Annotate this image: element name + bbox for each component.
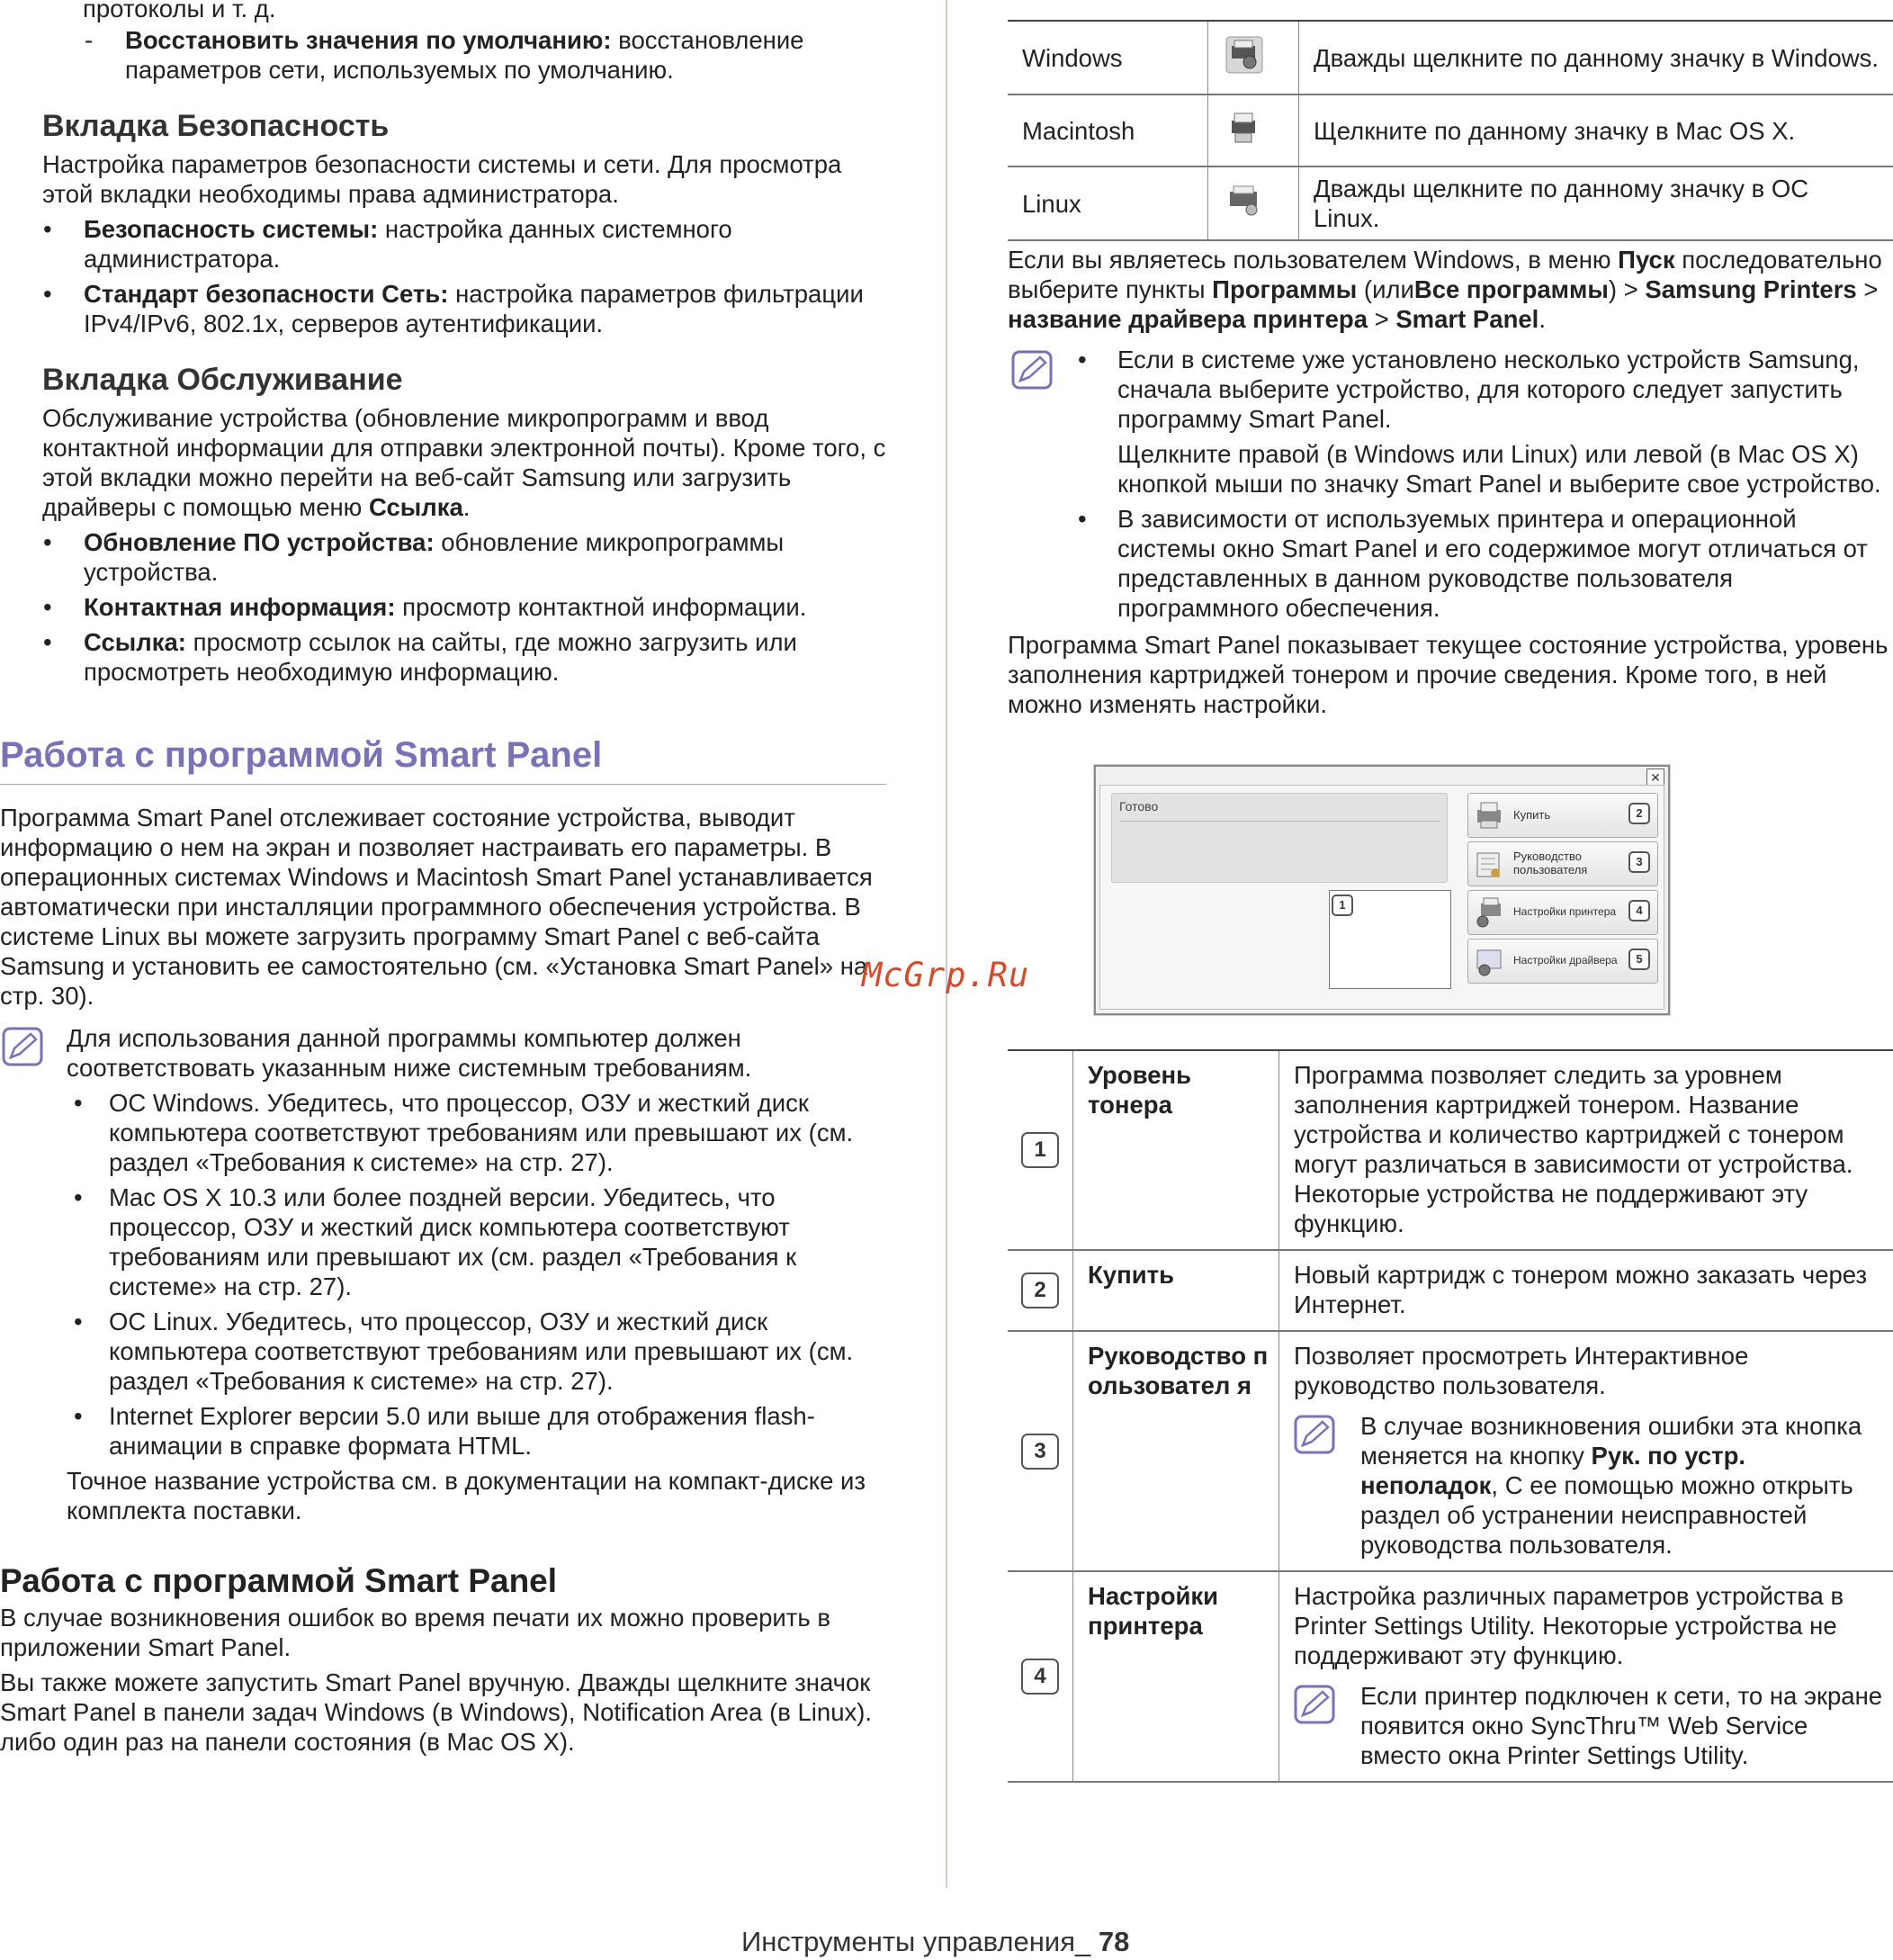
os-instruction: Дважды щелкните по данному значку в Windows. [1299,21,1893,94]
bullet: • [74,1183,83,1211]
os-row-mac [1008,94,1893,166]
note-multiple-devices [1008,345,1893,499]
start-menu-b6: Smart Panel [1395,305,1539,333]
user-guide-label-line2: пользователя [1513,863,1588,877]
feature-table [1008,1049,1893,1783]
service-item-contact [0,592,886,622]
bullet: • [43,215,52,243]
req-windows [67,1088,886,1177]
guide-note-bold: Рук. по устр. неполадок [1360,1442,1746,1499]
requirements-intro: Для использования данной программы компьютер должен соответствовать указанным ниже системным требованиям. [67,1024,752,1082]
smart-panel2-p1: В случае возникновения ошибок во время печати их можно проверить в приложении Smart Panel. [0,1604,830,1661]
feature-row-toner [1008,1050,1893,1250]
start-menu-b3: Все программы [1413,275,1609,303]
req-mac [67,1182,886,1301]
page-footer [741,1927,1129,1956]
printer-settings-button[interactable] [1467,890,1658,935]
service-tab-heading: Вкладка Обслуживание [42,363,403,397]
security-item-system-text: настройка данных системного администратора. [84,215,732,273]
service-intro-bold: Ссылка [368,493,463,521]
left-column [0,0,886,1757]
page-number: 78 [1098,1926,1130,1957]
feature-number-cell [1008,1331,1073,1571]
bullet: • [1078,346,1087,373]
start-menu-b1: Пуск [1618,246,1675,274]
buy-button-label: Купить [1513,808,1551,822]
toner-level-area [1329,890,1451,989]
column-divider [946,0,947,1888]
service-item-link-bold: Ссылка: [84,628,186,656]
service-item-firmware [0,527,886,587]
printer-settings-note-text: Если принтер подключен к сети, то на экране появится окно SyncThru™ Web Service вместо окна Printer Settings Utility. [1360,1682,1883,1769]
os-name: Linux [1008,166,1208,240]
toner-callout-number: 1 [1332,895,1353,916]
smart-panel-window [1094,765,1670,1015]
os-icon-cell [1208,166,1299,240]
security-item-network [0,279,886,338]
printer-icon [1474,799,1504,832]
footer-text: Инструменты управления_ [741,1926,1091,1957]
os-name: Macintosh [1008,94,1208,166]
feature-number-cell [1008,1250,1073,1331]
feature-description: Программа позволяет следить за уровнем заполнения картриджей тонером. Название устройства и количество картриджей с тонером могут различаться в зависимости от устройства. Некоторые устройства не поддерживают эту функцию. [1279,1050,1893,1250]
guide-note-text-end: , С ее помощью можно открыть раздел об устранении неисправностей руководства пользователя. [1360,1471,1853,1559]
feature-number-cell [1008,1571,1073,1782]
status-separator [1119,821,1440,822]
start-menu-b5: название драйвера принтера [1008,305,1368,333]
start-menu-b4: Samsung Printers [1645,275,1857,303]
req-linux-text: ОС Linux. Убедитесь, что процессор, ОЗУ и жесткий диск компьютера соответствуют требованиям или превышают их (см. раздел «Требования к системе» на стр. 27). [109,1308,854,1395]
feature-description: Позволяет просмотреть Интерактивное руководство пользователя. [1294,1342,1749,1399]
printer-status-icon [1223,181,1266,220]
req-windows-text: ОС Windows. Убедитесь, что процессор, ОЗУ и жесткий диск компьютера соответствуют требованиям или превышают их (см. раздел «Требования к системе» на стр. 27). [109,1089,854,1176]
service-item-contact-text: просмотр контактной информации. [402,593,807,621]
start-menu-sep: > [1863,275,1879,303]
restore-defaults-item [42,25,886,85]
status-text: Готово [1119,799,1159,814]
driver-settings-button-label: Настройки драйвера [1513,954,1618,967]
os-icon-cell [1208,94,1299,166]
bullet: • [1078,505,1087,533]
printer-settings-callout-number: 4 [1628,900,1650,922]
security-tab-heading: Вкладка Безопасность [42,109,390,143]
service-item-contact-bold: Контактная информация: [84,593,396,621]
start-menu-t2: последовательно выберите пункты [1008,246,1882,303]
req-ie-text: Internet Explorer версии 5.0 или выше для отображения flash-анимации в справке формата HTML. [109,1402,815,1460]
driver-settings-callout-number: 5 [1628,949,1650,970]
feature-description-cell [1279,1331,1893,1571]
book-icon [1474,848,1504,880]
start-menu-sep: > [1623,275,1638,303]
smart-panel-body [1099,785,1664,1010]
service-item-link-text: просмотр ссылок на сайты, где можно загрузить или просмотреть необходимую информацию. [84,628,797,686]
status-paragraph: Программа Smart Panel показывает текущее состояние устройства, уровень заполнения картриджей тонером и прочие сведения. Кроме того, в ней можно изменять настройки. [1008,631,1889,718]
user-guide-label-line1: Руководство [1513,850,1582,863]
service-intro-end: . [462,493,471,521]
os-name: Windows [1008,21,1208,94]
note-window-differs-text: В зависимости от используемых принтера и операционной системы окно Smart Panel и его содержимое могут отличаться от представленных в данном руководстве пользователя программного обеспечения. [1117,505,1868,622]
feature-name: Купить [1073,1250,1279,1331]
printer-status-icon [1223,108,1266,148]
status-area [1111,793,1448,883]
service-intro [42,403,886,522]
smart-panel-notes [1008,345,1893,623]
printer-gear-icon [1474,896,1504,929]
note-pencil-icon [2,1027,43,1066]
service-item-firmware-text: обновление микропрограммы устройства. [84,528,785,586]
security-item-system [0,214,886,274]
smart-panel-heading: Работа с программой Smart Panel [0,733,886,785]
note-window-differs [1008,504,1893,623]
note-pencil-icon [1294,1685,1335,1724]
start-menu-end: . [1539,305,1546,333]
bullet: • [43,593,52,621]
restore-defaults-text: восстановление параметров сети, используемых по умолчанию. [125,26,804,84]
note-pencil-icon [1294,1415,1335,1454]
feature-name: Руководство пользовател я [1073,1331,1279,1571]
os-instruction: Дважды щелкните по данному значку в ОС Linux. [1299,166,1893,240]
feature-number: 4 [1021,1659,1059,1695]
feature-row-guide [1008,1331,1893,1571]
smart-panel-intro: Программа Smart Panel отслеживает состояние устройства, выводит информацию о нем на экран и позволяет настраивать его параметры. В операционных системах Windows и Macintosh Smart Panel устанавливается автоматически при инсталляции программного обеспечения устройства. В системе Linux вы можете загрузить программу Smart Panel с веб-сайта Samsung и установить ее самостоятельно (см. «Установка Smart Panel» на стр. 30). [0,804,873,1010]
top-line: протоколы и т. д. [83,0,276,22]
feature-number-cell [1008,1050,1073,1250]
note-multiple-devices-text: Если в системе уже установлено несколько устройств Samsung, сначала выберите устройство, для которого следует запустить программу Smart Panel. [1117,346,1860,433]
right-column [1008,0,1893,719]
service-item-firmware-bold: Обновление ПО устройства: [84,528,435,556]
feature-name: Уровень тонера [1073,1050,1279,1250]
service-intro-text: Обслуживание устройства (обновление микропрограмм и ввод контактной информации для отправки электронной почты). Кроме того, с этой вкладки можно перейти на веб-сайт Samsung или загрузить драйверы с помощью меню [42,404,886,521]
watermark: McGrp.Ru [862,956,1030,994]
close-icon[interactable]: ✕ [1646,769,1664,787]
user-guide-callout-number: 3 [1628,851,1650,873]
os-row-windows [1008,21,1893,94]
requirements-note [0,1023,886,1525]
start-menu-t1: Если вы являетесь пользователем Windows, в меню [1008,246,1611,274]
feature-row-buy [1008,1250,1893,1331]
requirements-outro: Точное название устройства см. в документации на компакт-диске из комплекта поставки. [67,1467,866,1524]
feature-description-cell [1279,1571,1893,1782]
printer-settings-note [1294,1681,1885,1770]
feature-row-printer-settings [1008,1571,1893,1782]
feature-description: Новый картридж с тонером можно заказать через Интернет. [1279,1250,1893,1331]
start-menu-sep: > [1374,305,1389,333]
bullet: • [74,1308,83,1335]
smart-panel2-p2: Вы также можете запустить Smart Panel вручную. Дважды щелкните значок Smart Panel в панели задач Windows (в Windows), Notification Area (в Linux). либо один раз на панели состояния (в Mac OS X). [0,1668,873,1756]
start-menu-t3: (или [1363,275,1414,303]
feature-name: Настройки принтера [1073,1571,1279,1782]
guide-note [1294,1411,1885,1560]
security-item-network-text: настройка параметров фильтрации IPv4/IPv6, 802.1x, серверов аутентификации. [84,280,864,337]
start-menu-t4: ) [1608,275,1618,303]
bullet: • [43,528,52,556]
buy-callout-number: 2 [1628,803,1650,824]
bullet: • [74,1089,83,1117]
note-multiple-devices-extra: Щелкните правой (в Windows или Linux) или левой (в Mac OS X) кнопкой мыши по значку Smart Panel и выберите свое устройство. [1117,440,1881,498]
os-instruction: Щелкните по данному значку в Mac OS X. [1299,94,1893,166]
os-row-linux [1008,166,1893,240]
feature-number: 2 [1021,1272,1059,1308]
req-ie [67,1401,886,1461]
os-icon-table [1008,20,1893,241]
printer-settings-button-label: Настройки принтера [1513,905,1617,918]
user-guide-button[interactable] [1467,841,1658,886]
guide-note-text: В случае возникновения ошибки эта кнопка меняется на кнопку [1360,1412,1862,1470]
buy-button[interactable] [1467,793,1658,838]
security-item-network-bold: Стандарт безопасности Сеть: [84,280,449,308]
req-linux [67,1307,886,1396]
bullet: • [74,1402,83,1430]
restore-defaults-bold: Восстановить значения по умолчанию: [125,26,612,54]
req-mac-text: Mac OS X 10.3 или более поздней версии. Убедитесь, что процессор, ОЗУ и жесткий диск компьютера соответствуют требованиям или превышают их (см. раздел «Требования к системе» на стр. 27). [109,1183,797,1300]
dash-bullet: - [85,26,94,54]
feature-number: 3 [1021,1434,1059,1470]
start-menu-b2: Программы [1212,275,1358,303]
security-item-system-bold: Безопасность системы: [84,215,379,243]
bullet: • [43,280,52,308]
driver-gear-icon [1474,945,1504,977]
service-item-link [0,627,886,687]
os-icon-cell [1208,21,1299,94]
printer-status-icon [1223,35,1266,75]
smart-panel-heading-2: Работа с программой Smart Panel [0,1562,558,1599]
security-intro: Настройка параметров безопасности системы и сети. Для просмотра этой вкладки необходимы права администратора. [42,150,842,208]
start-menu-paragraph [1008,245,1893,334]
user-guide-button-label [1513,850,1587,877]
feature-description: Настройка различных параметров устройства в Printer Settings Utility. Некоторые устройства не поддерживают эту функцию. [1294,1582,1844,1669]
driver-settings-button[interactable] [1467,939,1658,984]
bullet: • [43,628,52,656]
feature-number: 1 [1021,1132,1059,1168]
